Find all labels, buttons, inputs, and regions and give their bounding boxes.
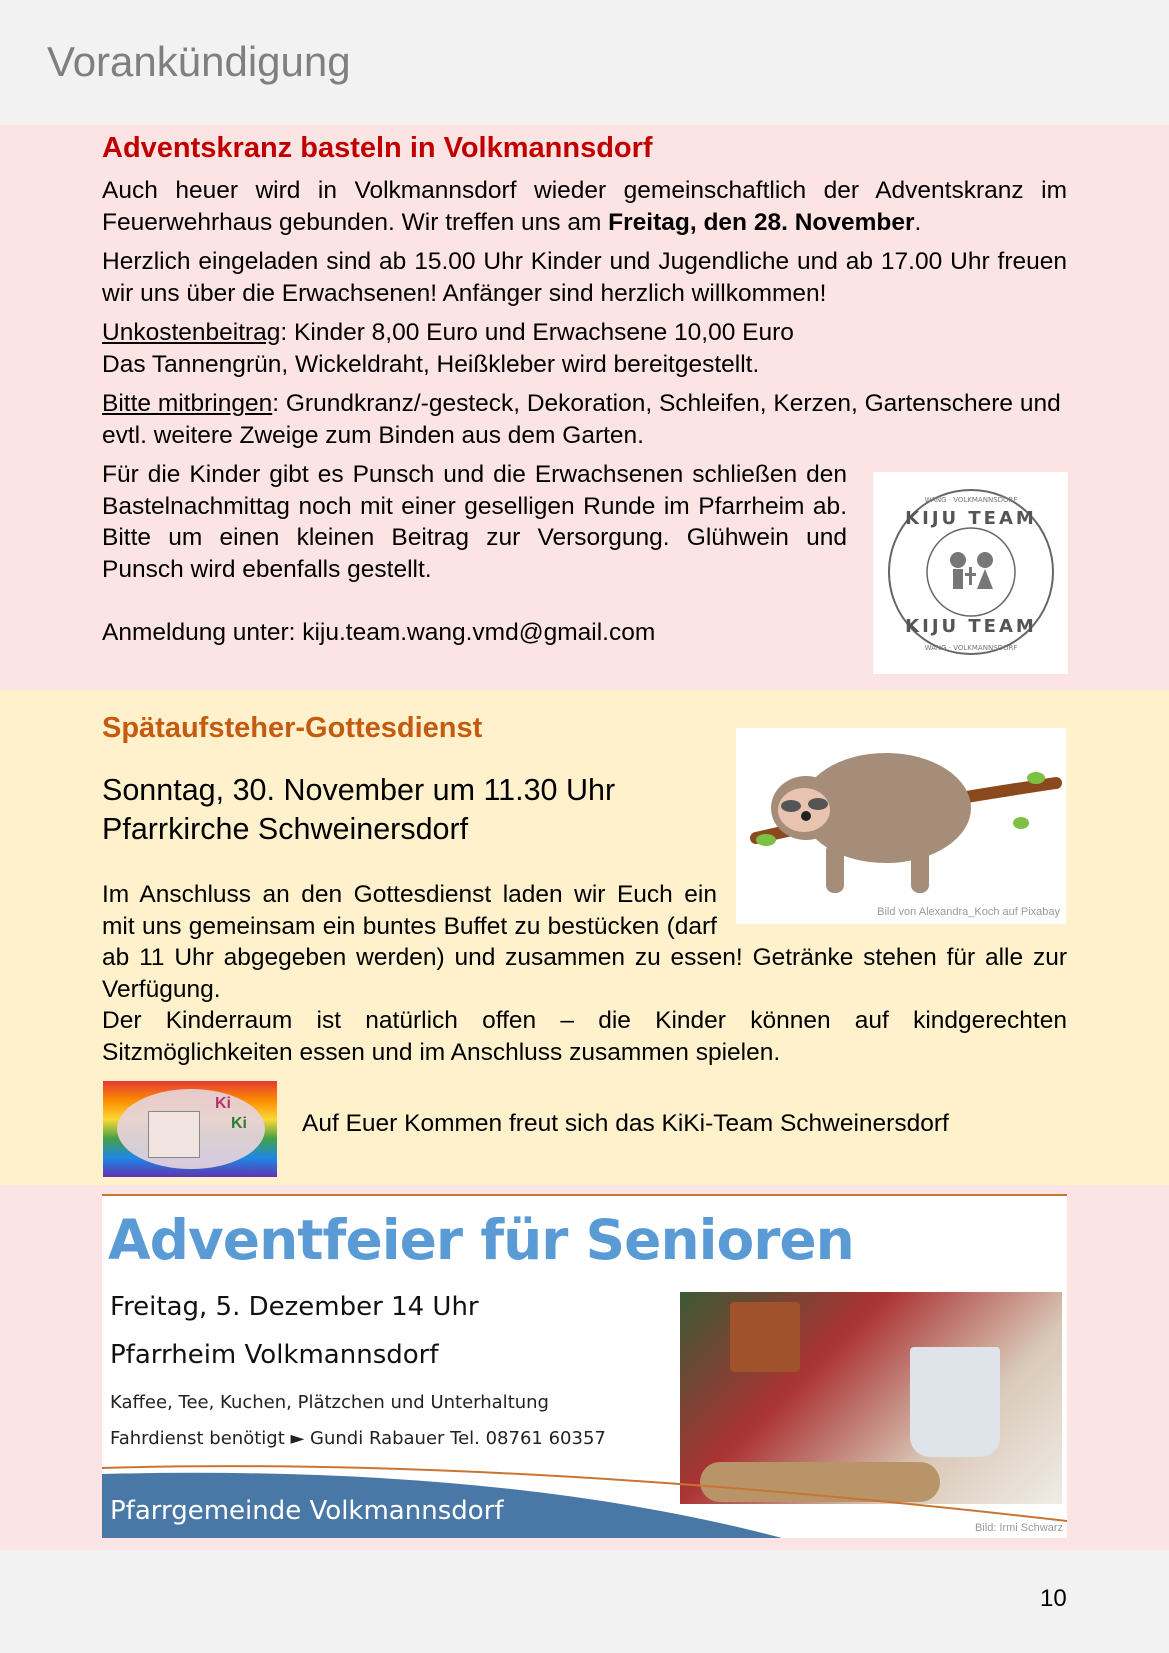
flyer-transport: Fahrdienst benötigt ► Gundi Rabauer Tel. 08761 60357 — [110, 1428, 606, 1449]
flyer-location: Pfarrheim Volkmannsdorf — [110, 1340, 439, 1370]
kiju-stamp-icon — [873, 472, 1068, 674]
svg-text:KIJU TEAM: KIJU TEAM — [905, 616, 1037, 637]
image-credit: Bild von Alexandra_Koch auf Pixabay — [877, 906, 1060, 918]
sloth-image — [736, 728, 1066, 924]
flyer-title: Adventfeier für Senioren — [108, 1208, 854, 1272]
paragraph: Herzlich eingeladen sind ab 15.00 Uhr Kinder und Jugendliche und ab 17.00 Uhr freuen wir uns über die Erwachsenen! Anfänger sind herzlich willkommen! — [102, 248, 1067, 307]
paragraph: Auch heuer wird in Volkmannsdorf wieder gemeinschaftlich der Adventskranz im Feuerwehrhaus gebunden. Wir treffen uns am Freitag, den 28. November. — [102, 177, 1067, 236]
page-number: 10 — [1040, 1585, 1067, 1612]
event-datetime: Sonntag, 30. November um 11.30 Uhr Pfarrkirche Schweinersdorf — [102, 773, 616, 846]
flyer-date: Freitag, 5. Dezember 14 Uhr — [110, 1292, 479, 1322]
section-adventskranz — [0, 125, 1169, 690]
parish-name: Pfarrgemeinde Volkmannsdorf — [110, 1496, 504, 1526]
section-spaetaufsteher — [0, 690, 1169, 1185]
signoff: Auf Euer Kommen freut sich das KiKi-Team Schweinersdorf — [302, 1110, 949, 1137]
svg-text:WANG · VOLKMANNSDORF: WANG · VOLKMANNSDORF — [924, 644, 1018, 652]
senior-advent-flyer — [102, 1194, 1067, 1538]
kiki-team-logo: Ki Ki — [103, 1081, 277, 1177]
paragraph: Für die Kinder gibt es Punsch und die Erwachsenen schließen den Bastelnachmittag noch mit einer geselligen Runde im Pfarrheim ab. Bitte um einen kleinen Beitrag zur Versorgung. Glühwein und Punsch wird ebenfalls gestellt. — [102, 461, 847, 583]
event-description: Im Anschluss an den Gottesdienst laden wir Euch ein mit uns gemeinsam ein buntes Buffet zu bestücken (darf ab 11 Uhr abgegeben werden) und zusammen zu essen! Getränke stehen für alle zur Verfügung. Der Kinderraum ist natürlich offen – die Kinder können auf kindgerechten Sitzmöglichkeiten essen und im Anschluss zusammen spielen. — [102, 881, 1067, 1066]
kiju-team-logo — [873, 472, 1068, 674]
section-heading: Spätaufsteher-Gottesdienst — [102, 712, 483, 744]
paragraph: Bitte mitbringen: Grundkranz/-gesteck, Dekoration, Schleifen, Kerzen, Gartenschere und evtl. weitere Zweige zum Binden aus dem Garten. — [102, 390, 1061, 449]
image-credit: Bild: Irmi Schwarz — [974, 1522, 1063, 1534]
svg-text:KIJU TEAM: KIJU TEAM — [905, 508, 1037, 529]
section-heading: Adventskranz basteln in Volkmannsdorf — [102, 132, 653, 164]
registration-email: Anmeldung unter: kiju.team.wang.vmd@gmail.com — [102, 619, 656, 646]
page-title: Vorankündigung — [47, 38, 351, 85]
paragraph: Unkostenbeitrag: Kinder 8,00 Euro und Erwachsene 10,00 Euro Das Tannengrün, Wickeldraht, Heißkleber wird bereitgestellt. — [102, 319, 794, 378]
flyer-offer: Kaffee, Tee, Kuchen, Plätzchen und Unterhaltung — [110, 1392, 549, 1413]
svg-text:WANG · VOLKMANNSDORF: WANG · VOLKMANNSDORF — [924, 496, 1018, 504]
